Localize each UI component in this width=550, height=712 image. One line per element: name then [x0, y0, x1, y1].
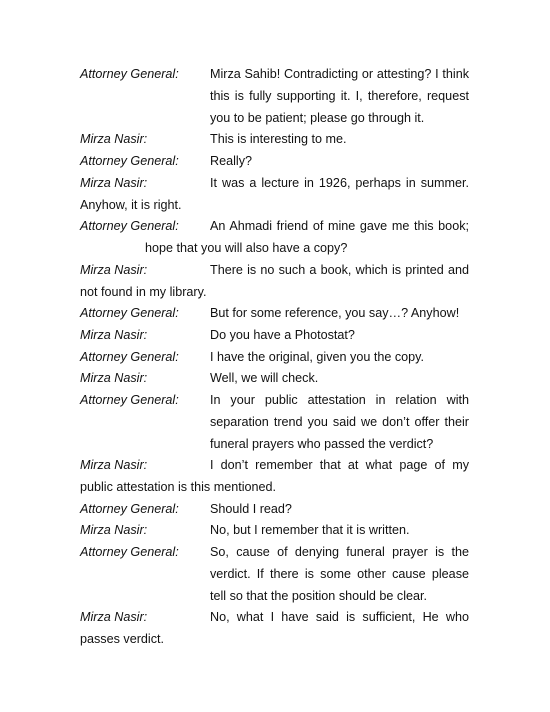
speaker-label: Attorney General: — [80, 306, 179, 320]
dialogue-line: this is fully supporting it. I, therefore, request — [210, 89, 469, 103]
speaker-label: Mirza Nasir: — [80, 371, 148, 385]
dialogue-line: I don’t remember that at what page of my — [210, 458, 469, 472]
dialogue-line: Should I read? — [210, 502, 292, 516]
dialogue-line: Do you have a Photostat? — [210, 328, 355, 342]
dialogue-line: tell so that the position should be clear. — [210, 589, 428, 603]
dialogue-line: verdict. If there is some other cause please — [210, 567, 469, 581]
dialogue-line: not found in my library. — [80, 285, 207, 299]
dialogue-line: funeral prayers who passed the verdict? — [210, 437, 434, 451]
speaker-label: Attorney General: — [80, 154, 179, 168]
dialogue-line: In your public attestation in relation with — [210, 393, 469, 407]
dialogue-line: An Ahmadi friend of mine gave me this book; — [210, 219, 469, 233]
speaker-label: Mirza Nasir: — [80, 328, 148, 342]
dialogue-line: So, cause of denying funeral prayer is the — [210, 545, 469, 559]
speaker-label: Attorney General: — [80, 545, 179, 559]
speaker-label: Attorney General: — [80, 502, 179, 516]
dialogue-line: No, what I have said is sufficient, He who — [210, 610, 469, 624]
speaker-label: Attorney General: — [80, 350, 179, 364]
speaker-label: Attorney General: — [80, 67, 179, 81]
dialogue-line: It was a lecture in 1926, perhaps in summer. — [210, 176, 469, 190]
dialogue-line: Well, we will check. — [210, 371, 319, 385]
dialogue-line: No, but I remember that it is written. — [210, 523, 410, 537]
dialogue-line: Really? — [210, 154, 252, 168]
dialogue-line: public attestation is this mentioned. — [80, 480, 277, 494]
dialogue-line: Anyhow, it is right. — [80, 198, 182, 212]
dialogue-line: There is no such a book, which is printed and — [210, 263, 469, 277]
dialogue-line: But for some reference, you say…? Anyhow! — [210, 306, 460, 320]
speaker-label: Mirza Nasir: — [80, 523, 148, 537]
dialogue-line: Mirza Sahib! Contradicting or attesting? I think — [210, 67, 469, 81]
speaker-label: Mirza Nasir: — [80, 132, 148, 146]
speaker-label: Mirza Nasir: — [80, 176, 148, 190]
dialogue-line: hope that you will also have a copy? — [145, 241, 348, 255]
speaker-label: Attorney General: — [80, 393, 179, 407]
dialogue-line: I have the original, given you the copy. — [210, 350, 424, 364]
speaker-label: Mirza Nasir: — [80, 610, 148, 624]
speaker-label: Mirza Nasir: — [80, 263, 148, 277]
dialogue-line: separation trend you said we don’t offer their — [210, 415, 469, 429]
speaker-label: Mirza Nasir: — [80, 458, 148, 472]
dialogue-line: you to be patient; please go through it. — [210, 111, 425, 125]
dialogue-line: passes verdict. — [80, 632, 164, 646]
dialogue-line: This is interesting to me. — [210, 132, 347, 146]
speaker-label: Attorney General: — [80, 219, 179, 233]
